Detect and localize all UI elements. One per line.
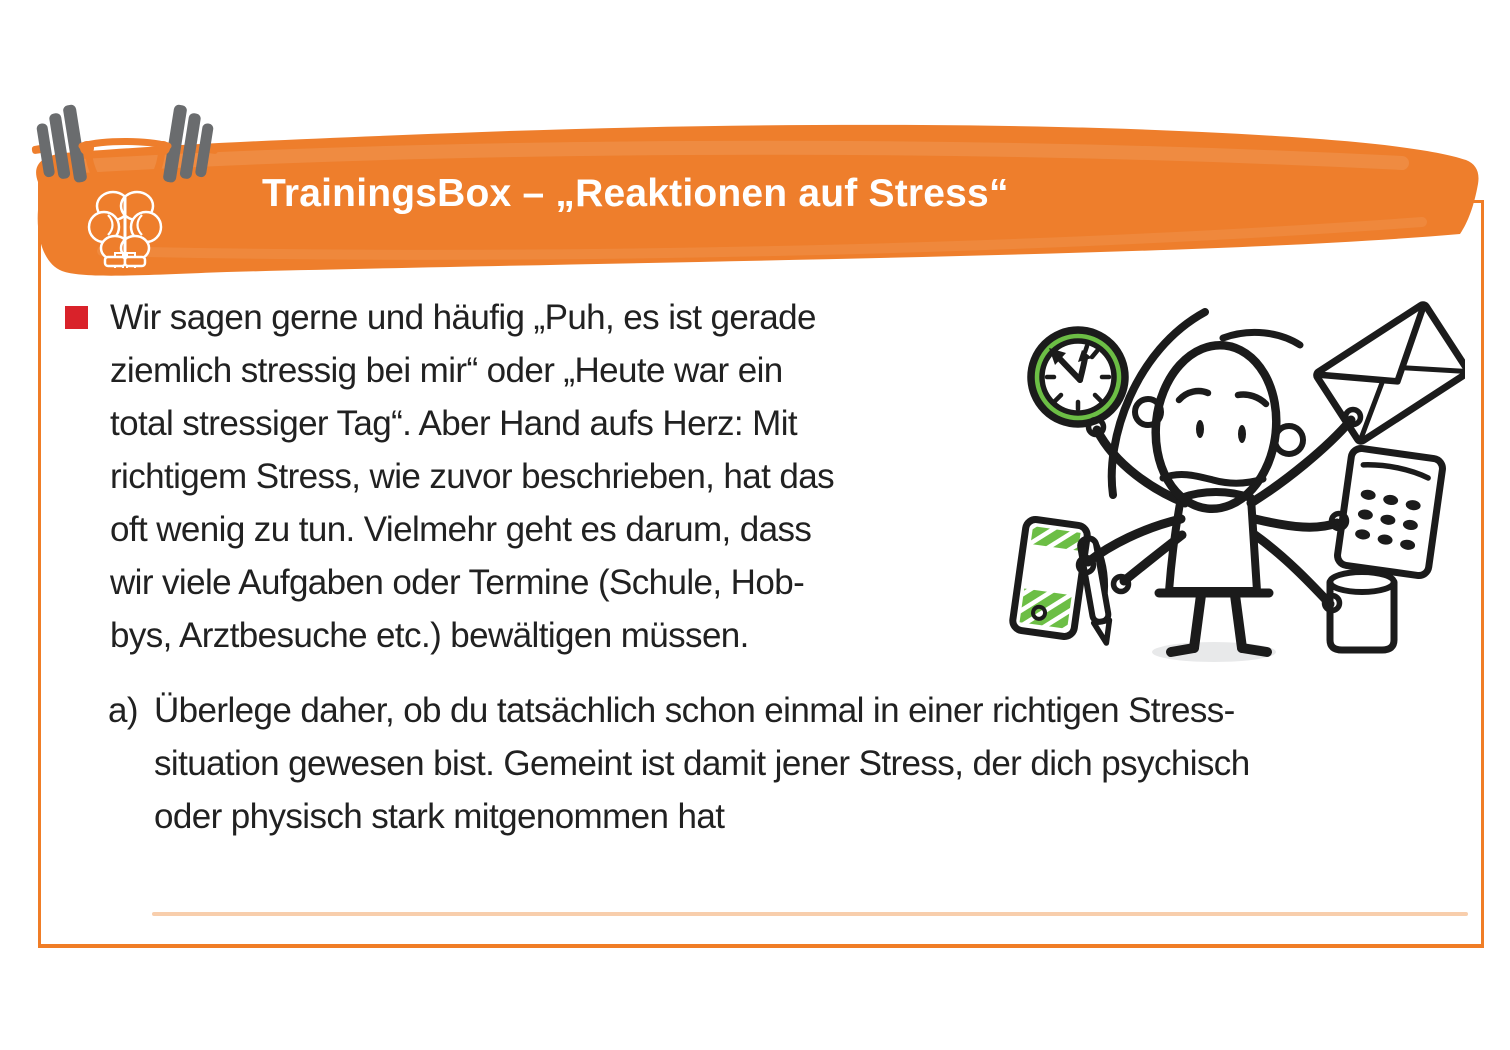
paragraph-line: situation gewesen bist. Gemeint ist damit jener Stress, der dich psychisch xyxy=(154,744,1250,783)
banner-title: TrainingsBox – „Reaktionen auf Stress“ xyxy=(262,172,1009,215)
brain-body xyxy=(89,192,161,260)
worried-face xyxy=(1163,391,1266,483)
phone-icon xyxy=(1012,518,1089,638)
paragraph-line: total stressiger Tag“. Aber Hand aufs Herz: Mit xyxy=(110,404,798,443)
calculator-icon xyxy=(1336,447,1444,577)
brain-lifting-barbell-icon xyxy=(30,103,220,268)
paragraph-line: wir viele Aufgaben oder Termine (Schule, Hob- xyxy=(110,563,805,602)
red-square-bullet xyxy=(65,306,88,329)
task-item-a xyxy=(108,684,1468,843)
paragraph-line: Überlege daher, ob du tatsächlich schon einmal in einer richtigen Stress- xyxy=(154,691,1235,730)
intro-paragraph xyxy=(110,291,978,662)
paragraph-line: richtigem Stress, wie zuvor beschrieben, hat das xyxy=(110,457,835,496)
envelope-icon xyxy=(1315,303,1465,443)
paragraph-line: ziemlich stressig bei mir“ oder „Heute war ein xyxy=(110,351,783,390)
task-item-a-text xyxy=(154,684,1250,843)
right-ear xyxy=(1275,426,1303,454)
paragraph-line: Wir sagen gerne und häufig „Puh, es ist gerade xyxy=(110,298,816,337)
task-item-a-label: a) xyxy=(108,691,138,730)
answer-line xyxy=(152,912,1468,916)
paragraph-line: oder physisch stark mitgenommen hat xyxy=(154,797,725,836)
clock-icon xyxy=(1024,323,1133,432)
multitasking-illustration xyxy=(985,290,1465,690)
paragraph-line: bys, Arztbesuche etc.) bewältigen müssen. xyxy=(110,616,749,655)
mug-icon xyxy=(1330,572,1394,650)
paragraph-line: oft wenig zu tun. Vielmehr geht es darum, dass xyxy=(110,510,812,549)
